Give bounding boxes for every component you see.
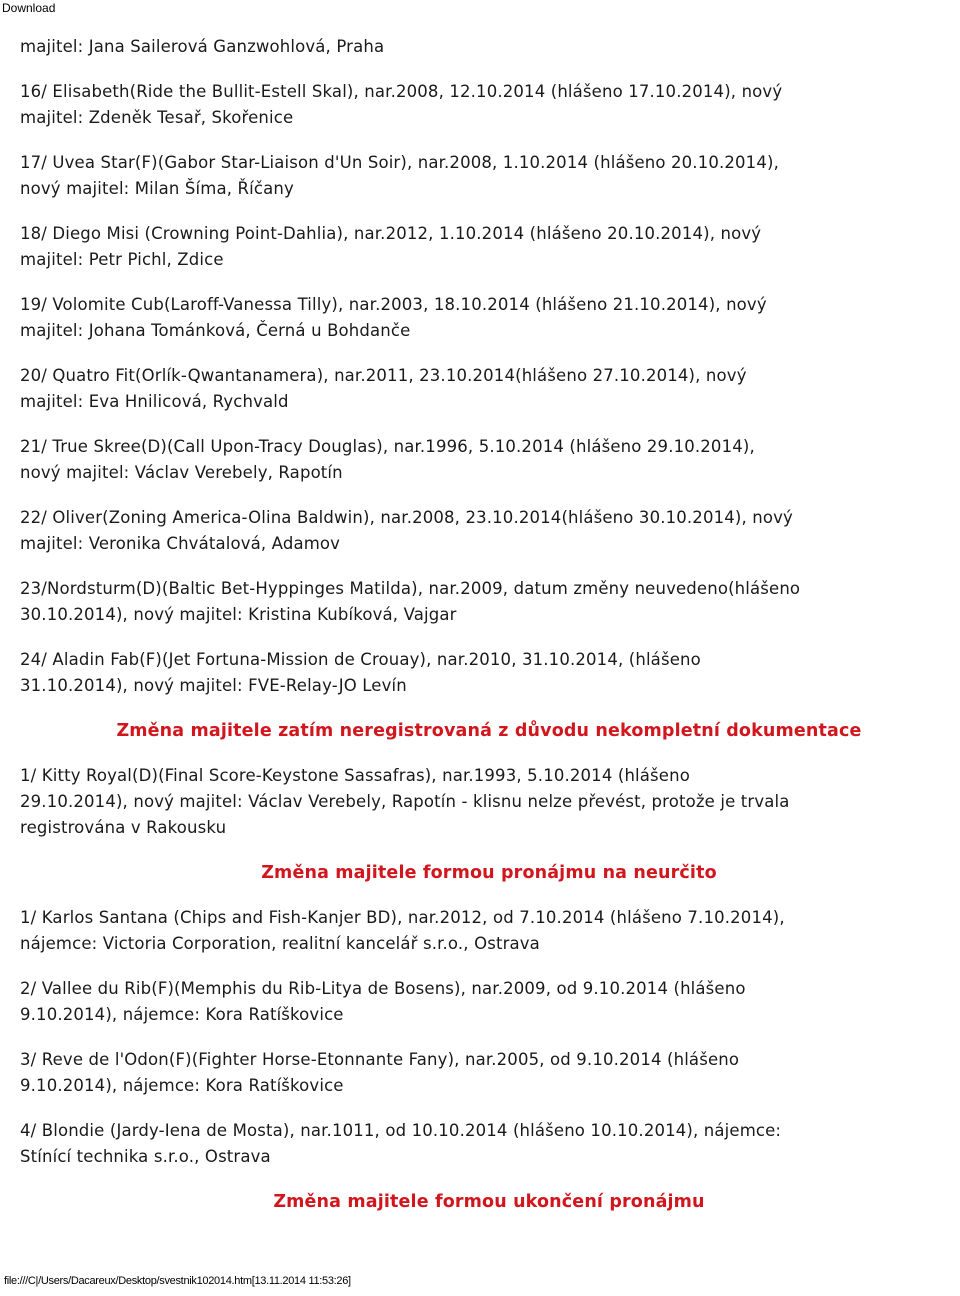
- entry-line: 24/ Aladin Fab(F)(Jet Fortuna-Mission de Crouay), nar.2010, 31.10.2014, (hlášeno: [20, 650, 701, 669]
- entry-line: 20/ Quatro Fit(Orlík-Qwantanamera), nar.2011, 23.10.2014(hlášeno 27.10.2014), nový: [20, 366, 747, 385]
- entry-line: 18/ Diego Misi (Crowning Point-Dahlia), nar.2012, 1.10.2014 (hlášeno 20.10.2014), nový: [20, 224, 762, 243]
- entry-line: majitel: Petr Pichl, Zdice: [20, 250, 224, 269]
- entry-line: nový majitel: Milan Šíma, Říčany: [20, 179, 294, 198]
- file-path-footer: file:///C|/Users/Dacareux/Desktop/svestnik102014.htm[13.11.2014 11:53:26]: [4, 1275, 351, 1287]
- entry-21: [20, 434, 958, 486]
- lease-entry-2: [20, 976, 958, 1028]
- entry-line: nový majitel: Václav Verebely, Rapotín: [20, 463, 343, 482]
- entry-line: majitel: Eva Hnilicová, Rychvald: [20, 392, 289, 411]
- entry-24: [20, 647, 958, 699]
- entry-line: Stínící technika s.r.o., Ostrava: [20, 1147, 271, 1166]
- entry-line: majitel: Zdeněk Tesař, Skořenice: [20, 108, 294, 127]
- entry-line: 2/ Vallee du Rib(F)(Memphis du Rib-Litya de Bosens), nar.2009, od 9.10.2014 (hlášeno: [20, 979, 746, 998]
- entry-line: majitel: Jana Sailerová Ganzwohlová, Praha: [20, 37, 385, 56]
- entry-line: 30.10.2014), nový majitel: Kristina Kubíková, Vajgar: [20, 605, 457, 624]
- lease-entry-4: [20, 1118, 958, 1170]
- unregistered-entry-1: [20, 763, 958, 841]
- entry-line: 9.10.2014), nájemce: Kora Ratíškovice: [20, 1076, 344, 1095]
- entry-line: majitel: Johana Tománková, Černá u Bohdanče: [20, 321, 411, 340]
- entry-17: [20, 150, 958, 202]
- entry-0: [20, 34, 958, 60]
- section-heading-lease: Změna majitele formou pronájmu na neurčito: [261, 863, 717, 883]
- entry-line: 1/ Karlos Santana (Chips and Fish-Kanjer BD), nar.2012, od 7.10.2014 (hlášeno 7.10.2014),: [20, 908, 785, 927]
- entry-16: [20, 79, 958, 131]
- entry-line: 21/ True Skree(D)(Call Upon-Tracy Douglas), nar.1996, 5.10.2014 (hlášeno 29.10.2014),: [20, 437, 755, 456]
- section-heading-lease-end: Změna majitele formou ukončení pronájmu: [273, 1192, 705, 1212]
- entry-20: [20, 363, 958, 415]
- entry-19: [20, 292, 958, 344]
- lease-entry-3: [20, 1047, 958, 1099]
- entry-line: 19/ Volomite Cub(Laroff-Vanessa Tilly), nar.2003, 18.10.2014 (hlášeno 21.10.2014), nový: [20, 295, 767, 314]
- entry-line: 9.10.2014), nájemce: Kora Ratíškovice: [20, 1005, 344, 1024]
- entry-line: 16/ Elisabeth(Ride the Bullit-Estell Skal), nar.2008, 12.10.2014 (hlášeno 17.10.2014), nový: [20, 82, 783, 101]
- entry-line: 22/ Oliver(Zoning America-Olina Baldwin), nar.2008, 23.10.2014(hlášeno 30.10.2014), nový: [20, 508, 793, 527]
- entry-line: nájemce: Victoria Corporation, realitní kancelář s.r.o., Ostrava: [20, 934, 540, 953]
- entry-line: 4/ Blondie (Jardy-Iena de Mosta), nar.1011, od 10.10.2014 (hlášeno 10.10.2014), nájemce:: [20, 1121, 782, 1140]
- section-heading-unregistered: Změna majitele zatím neregistrovaná z důvodu nekompletní dokumentace: [116, 721, 862, 741]
- document-content: [20, 34, 958, 1234]
- entry-line: registrována v Rakousku: [20, 818, 227, 837]
- entry-line: 29.10.2014), nový majitel: Václav Verebely, Rapotín - klisnu nelze převést, protože je trvala: [20, 792, 790, 811]
- entry-line: 3/ Reve de l'Odon(F)(Fighter Horse-Etonnante Fany), nar.2005, od 9.10.2014 (hlášeno: [20, 1050, 740, 1069]
- entry-line: 23/Nordsturm(D)(Baltic Bet-Hyppinges Matilda), nar.2009, datum změny neuvedeno(hlášeno: [20, 579, 801, 598]
- entry-line: 17/ Uvea Star(F)(Gabor Star-Liaison d'Un Soir), nar.2008, 1.10.2014 (hlášeno 20.10.2014),: [20, 153, 779, 172]
- entry-line: 31.10.2014), nový majitel: FVE-Relay-JO Levín: [20, 676, 407, 695]
- entry-22: [20, 505, 958, 557]
- entry-line: 1/ Kitty Royal(D)(Final Score-Keystone Sassafras), nar.1993, 5.10.2014 (hlášeno: [20, 766, 690, 785]
- lease-entry-1: [20, 905, 958, 957]
- entry-23: [20, 576, 958, 628]
- download-label[interactable]: Download: [2, 1, 56, 15]
- entry-line: majitel: Veronika Chvátalová, Adamov: [20, 534, 341, 553]
- entry-18: [20, 221, 958, 273]
